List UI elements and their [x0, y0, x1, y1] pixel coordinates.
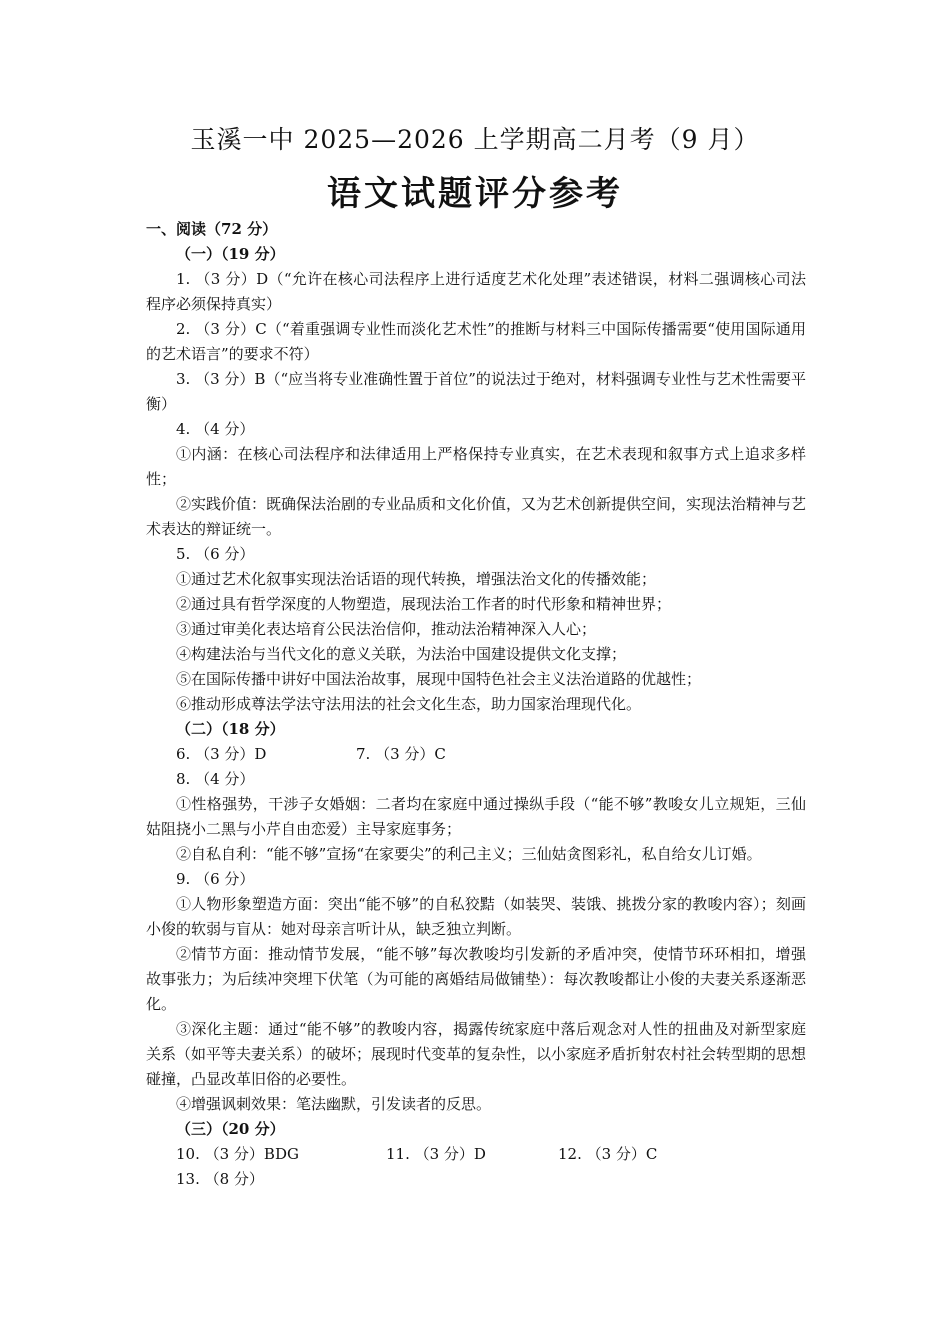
- answer-q4-point: ①内涵：在核心司法程序和法律适用上严格保持专业真实，在艺术表现和叙事方式上追求多样性；: [146, 445, 806, 488]
- answer-q3: 3. （3 分）B（“应当将专业准确性置于首位”的说法过于绝对，材料强调专业性与艺术性需要平衡）: [146, 370, 806, 413]
- answer-q6: 6. （3 分）D: [176, 745, 267, 763]
- document-title: 语文试题评分参考: [327, 174, 623, 214]
- answer-q4-label: 4. （4 分）: [176, 420, 255, 438]
- part-heading-1: （一）（19 分）: [176, 245, 285, 263]
- answer-q11: 11. （3 分）D: [386, 1145, 486, 1163]
- answer-q9-label: 9. （6 分）: [176, 870, 255, 888]
- answer-q5-label: 5. （6 分）: [176, 545, 255, 563]
- section-heading: 一、阅读（72 分）: [146, 220, 278, 238]
- answer-q5-point: ④构建法治与当代文化的意义关联，为法治中国建设提供文化支撑；: [176, 645, 627, 663]
- answer-q1: 1. （3 分）D（“允许在核心司法程序上进行适度艺术化处理”表述错误，材料二强调核心司法程序必须保持真实）: [146, 270, 806, 313]
- answer-q2: 2. （3 分）C（“着重强调专业性而淡化艺术性”的推断与材料三中国际传播需要“使用国际通用的艺术语言”的要求不符）: [146, 320, 806, 363]
- answer-body: [146, 217, 806, 1192]
- answer-q8-point: ①性格强势，干涉子女婚姻：二者均在家庭中通过操纵手段（“能不够”教唆女儿立规矩，三仙姑阻挠小二黑与小芹自由恋爱）主导家庭事务；: [146, 795, 806, 838]
- answer-q12: 12. （3 分）C: [558, 1145, 658, 1163]
- answer-q8-label: 8. （4 分）: [176, 770, 255, 788]
- answer-q9-point: ②情节方面：推动情节发展，“能不够”每次教唆均引发新的矛盾冲突，使情节环环相扣，增强故事张力；为后续冲突埋下伏笔（为可能的离婚结局做铺垫）：每次教唆都让小俊的夫妻关系逐渐恶化。: [146, 945, 806, 1013]
- answer-q9-point: ①人物形象塑造方面：突出“能不够”的自私狡黠（如装哭、装饿、挑拨分家的教唆内容）；刻画小俊的软弱与盲从：她对母亲言听计从，缺乏独立判断。: [146, 895, 806, 938]
- answer-q5-point: ②通过具有哲学深度的人物塑造，展现法治工作者的时代形象和精神世界；: [176, 595, 672, 613]
- answer-q5-point: ①通过艺术化叙事实现法治话语的现代转换，增强法治文化的传播效能；: [176, 570, 657, 588]
- answer-q9-point: ④增强讽刺效果：笔法幽默，引发读者的反思。: [176, 1095, 492, 1113]
- answer-q5-point: ⑥推动形成尊法学法守法用法的社会文化生态，助力国家治理现代化。: [176, 695, 642, 713]
- answer-q8-point: ②自私自利：“能不够”宣扬“在家要尖”的利己主义；三仙姑贪图彩礼，私自给女儿订婚。: [176, 845, 762, 863]
- answer-row-q6-q7: [146, 742, 806, 767]
- answer-q13-label: 13. （8 分）: [176, 1170, 264, 1188]
- exam-title: 玉溪一中 2025—2026 上学期高二月考（9 月）: [190, 125, 760, 154]
- answer-row-q10-q12: [146, 1142, 806, 1167]
- part-heading-2: （二）（18 分）: [176, 720, 285, 738]
- answer-q4-point: ②实践价值：既确保法治剧的专业品质和文化价值，又为艺术创新提供空间，实现法治精神与艺术表达的辩证统一。: [146, 495, 807, 538]
- answer-q5-point: ⑤在国际传播中讲好中国法治故事，展现中国特色社会主义法治道路的优越性；: [176, 670, 702, 688]
- answer-q9-point: ③深化主题：通过“能不够”的教唆内容，揭露传统家庭中落后观念对人性的扭曲及对新型家庭关系（如平等夫妻关系）的破坏；展现时代变革的复杂性，以小家庭矛盾折射农村社会转型期的思想碰撞，凸显改革旧俗的必要性。: [146, 1020, 807, 1088]
- part-heading-3: （三）（20 分）: [176, 1120, 285, 1138]
- answer-q7: 7. （3 分）C: [356, 745, 446, 763]
- answer-q5-point: ③通过审美化表达培育公民法治信仰，推动法治精神深入人心；: [176, 620, 597, 638]
- answer-q10: 10. （3 分）BDG: [176, 1145, 299, 1163]
